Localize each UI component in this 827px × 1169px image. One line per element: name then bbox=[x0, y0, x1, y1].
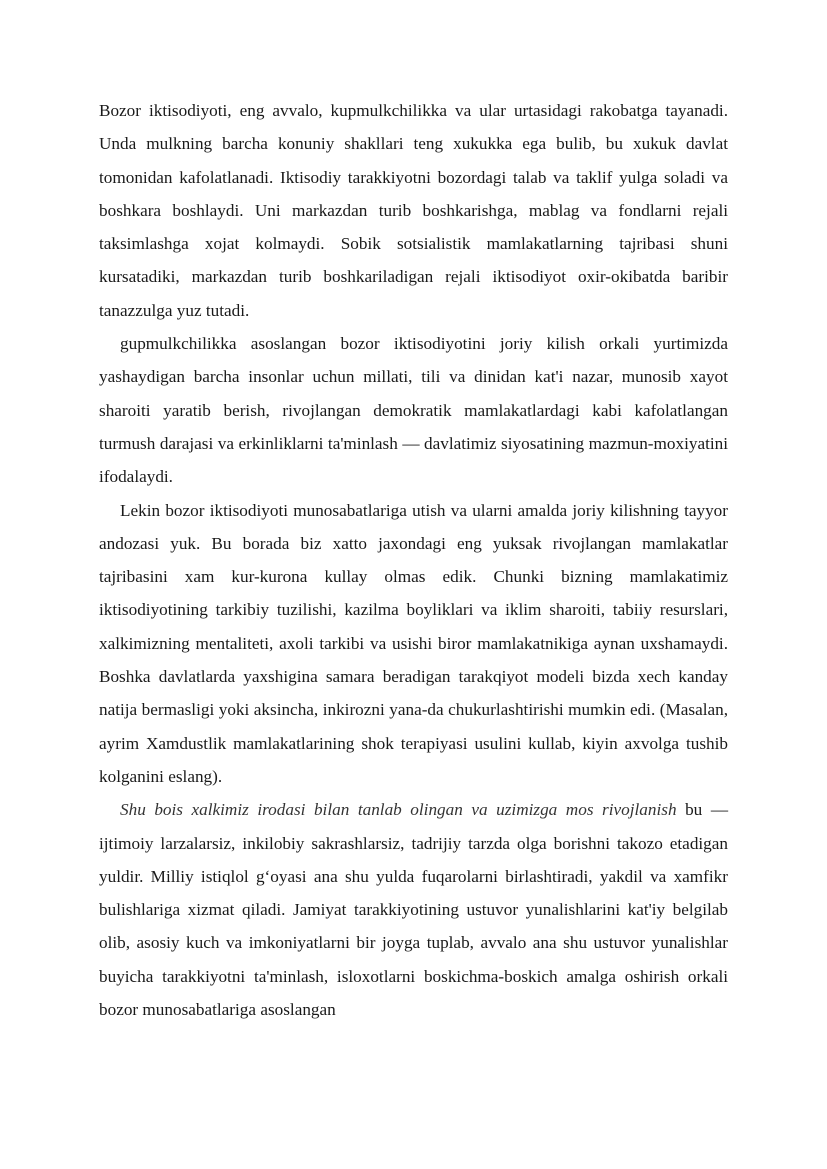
paragraph-2: gupmulkchilikka asoslangan bozor iktisodiyotini joriy kilish orkali yurtimizda yashaydigan barcha insonlar uchun millati, tili va dinidan kat'i nazar, munosib xayot sharoiti yaratib berish, rivojlangan demokratik mamlakatlardagi kabi kafolatlangan turmush darajasi va erkinliklarni ta'minlash — davlatimiz siyosatining mazmun-moxiyatini ifodalaydi. bbox=[99, 334, 728, 487]
paragraph-3: Lekin bozor iktisodiyoti munosabatlariga utish va ularni amalda joriy kilishning tayyor andozasi yuk. Bu borada biz xatto jaxondagi eng yuksak rivojlangan mamlakatlar tajribasini xam kur-kurona kullay olmas edik. Chunki bizning mamlakatimiz iktisodiyotining tarkibiy tuzilishi, kazilma boyliklari va iklim sharoiti, tabiiy resurslari, xalkimizning mentaliteti, axoli tarkibi va usishi biror mamlakatnikiga aynan uxshamaydi. Boshka davlatlarda yaxshigina samara beradigan tarakqiyot modeli bizda xech kanday natija bermasligi yoki aksincha, inkirozni yana-da chukurlashtirishi mumkin edi. (Masalan, ayrim Xamdustlik mamlakatlarining shok terapiyasi usulini kullab, kiyin axvolga tushib kolganini eslang). bbox=[99, 500, 728, 786]
document-body bbox=[99, 94, 728, 1026]
paragraph-4 bbox=[99, 793, 728, 1026]
paragraph-1: Bozor iktisodiyoti, eng avvalo, kupmulkchilikka va ular urtasidagi rakobatga tayanadi. Unda mulkning barcha konuniy shakllari teng xukukka ega bulib, bu xukuk davlat tomonidan kafolatlanadi. Iktisodiy tarakkiyotni bozordagi talab va taklif yulga soladi va boshkara boshlaydi. Uni markazdan turib boshkarishga, mablag va fondlarni rejali taksimlashga xojat kolmaydi. Sobik sotsialistik mamlakatlarning tajribasi shuni kursatadiki, markazdan turib boshkariladigan rejali iktisodiyot oxir-okibatda baribir tanazzulga yuz tutadi. bbox=[99, 101, 728, 320]
paragraph-4-text: bu — ijtimoiy larzalarsiz, inkilobiy sakrashlarsiz, tadrijiy tarzda olga borishni takozo etadigan yuldir. Milliy istiqlol g‘oyasi ana shu yulda fuqarolarni birlashtiradi, yakdil va xamfikr bulishlariga xizmat qiladi. Jamiyat tarakkiyotining ustuvor yunalishlarini kat'iy belgilab olib, asosiy kuch va imkoniyatlarni bir joyga tuplab, avvalo ana shu ustuvor yunalishlar buyicha tarakkiyotni ta'minlash, isloxotlarni boskichma-boskich amalga oshirish orkali bozor munosabatlariga asoslangan bbox=[99, 800, 729, 1020]
paragraph-4-italic-lead: Shu bois xalkimiz irodasi bilan tanlab olingan va uzimizga mos rivojlanish bbox=[120, 800, 677, 820]
